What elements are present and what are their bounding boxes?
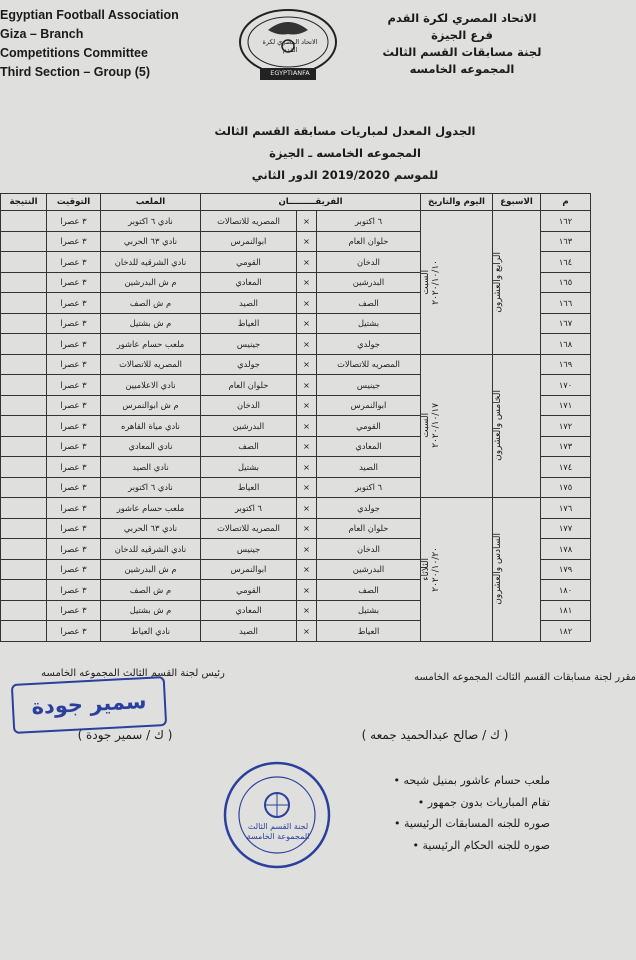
away-team-cell: القومي — [201, 252, 297, 273]
result-cell — [1, 272, 47, 293]
right-signature-name: ( ك / صالح عبدالحميد جمعه ) — [361, 728, 509, 742]
stadium-cell: م ش البدرشين — [101, 272, 201, 293]
header-english — [0, 6, 179, 82]
vs-cell: × — [297, 580, 317, 601]
header-en-line-1: Egyptian Football Association — [0, 8, 179, 22]
vs-cell: × — [297, 539, 317, 560]
home-team-cell: الدخان — [317, 539, 421, 560]
result-cell — [1, 416, 47, 437]
away-team-cell: المصريه للاتصالات — [201, 211, 297, 232]
week-label: الرابع والعشرون — [493, 251, 504, 313]
home-team-cell: البدرشين — [317, 559, 421, 580]
result-cell — [1, 518, 47, 539]
match-number-cell: ١٦٥ — [541, 272, 591, 293]
stadium-cell: م ش الصف — [101, 580, 201, 601]
header-ar-line-4: المجموعه الخامسه — [409, 62, 515, 76]
vs-cell: × — [297, 313, 317, 334]
time-cell: ٣ عصرا — [47, 477, 101, 498]
vs-cell: × — [297, 231, 317, 252]
vs-cell: × — [297, 395, 317, 416]
away-team-cell: ابوالنمرس — [201, 231, 297, 252]
table-row — [1, 354, 591, 375]
signature-stamp: سمير جودة — [11, 676, 167, 734]
result-cell — [1, 477, 47, 498]
home-team-cell: القومي — [317, 416, 421, 437]
time-cell: ٣ عصرا — [47, 539, 101, 560]
match-number-cell: ١٧٠ — [541, 375, 591, 396]
home-team-cell: الصف — [317, 293, 421, 314]
time-cell: ٣ عصرا — [47, 518, 101, 539]
vs-cell: × — [297, 252, 317, 273]
away-team-cell: حلوان العام — [201, 375, 297, 396]
home-team-cell: بشتيل — [317, 313, 421, 334]
stadium-cell: م ش البدرشين — [101, 559, 201, 580]
result-cell — [1, 293, 47, 314]
away-team-cell: العياط — [201, 313, 297, 334]
match-number-cell: ١٦٣ — [541, 231, 591, 252]
result-cell — [1, 395, 47, 416]
home-team-cell: البدرشين — [317, 272, 421, 293]
away-team-cell: الدخان — [201, 395, 297, 416]
match-number-cell: ١٧٢ — [541, 416, 591, 437]
away-team-cell: الصف — [201, 436, 297, 457]
result-cell — [1, 498, 47, 519]
header-en-line-3: Competitions Committee — [0, 46, 148, 60]
match-number-cell: ١٦٦ — [541, 293, 591, 314]
week-label: السادس والعشرون — [493, 533, 504, 606]
result-cell — [1, 313, 47, 334]
home-team-cell: جينيس — [317, 375, 421, 396]
stadium-cell: م ش بشتيل — [101, 313, 201, 334]
time-cell: ٣ عصرا — [47, 293, 101, 314]
week-label: الخامس والعشرون — [493, 390, 504, 462]
vs-cell: × — [297, 477, 317, 498]
header-week: الاسبوع — [493, 194, 541, 211]
match-number-cell: ١٧٧ — [541, 518, 591, 539]
home-team-cell: جولدي — [317, 498, 421, 519]
away-team-cell: جينيس — [201, 539, 297, 560]
week-cell — [493, 498, 541, 642]
match-number-cell: ١٧٤ — [541, 457, 591, 478]
home-team-cell: المعادي — [317, 436, 421, 457]
match-number-cell: ١٧٩ — [541, 559, 591, 580]
time-cell: ٣ عصرا — [47, 354, 101, 375]
notes-list — [394, 770, 550, 856]
note-item: صوره للجنه المسابقات الرئيسية • — [394, 813, 550, 835]
stadium-cell: نادي ٦ اكتوبر — [101, 211, 201, 232]
match-number-cell: ١٦٩ — [541, 354, 591, 375]
home-team-cell: حلوان العام — [317, 518, 421, 539]
result-cell — [1, 457, 47, 478]
result-cell — [1, 375, 47, 396]
stadium-cell: نادي ٦ اكتوبر — [101, 477, 201, 498]
time-cell: ٣ عصرا — [47, 313, 101, 334]
date-label: ٢٠٢٠/١٠/١٠ — [431, 259, 442, 305]
table-header-row — [1, 194, 591, 211]
result-cell — [1, 231, 47, 252]
result-cell — [1, 354, 47, 375]
time-cell: ٣ عصرا — [47, 559, 101, 580]
away-team-cell: جولدي — [201, 354, 297, 375]
header-en-line-4: Third Section – Group (5) — [0, 65, 151, 79]
schedule-table — [0, 193, 591, 642]
away-team-cell: ابوالنمرس — [201, 559, 297, 580]
home-team-cell: ٦ اكتوبر — [317, 477, 421, 498]
result-cell — [1, 580, 47, 601]
title-line-2: المجموعه الخامسه ـ الجيزة — [269, 146, 421, 160]
stadium-cell: ملعب حسام عاشور — [101, 334, 201, 355]
vs-cell: × — [297, 600, 317, 621]
vs-cell: × — [297, 498, 317, 519]
header-ar-line-1: الاتحاد المصري لكرة القدم — [387, 11, 537, 25]
day-date-cell — [421, 498, 493, 642]
time-cell: ٣ عصرا — [47, 211, 101, 232]
header-day-date: اليوم والتاريخ — [421, 194, 493, 211]
away-team-cell: جينيس — [201, 334, 297, 355]
day-date-cell — [421, 211, 493, 355]
result-cell — [1, 621, 47, 642]
time-cell: ٣ عصرا — [47, 436, 101, 457]
result-cell — [1, 436, 47, 457]
vs-cell: × — [297, 272, 317, 293]
result-cell — [1, 211, 47, 232]
time-cell: ٣ عصرا — [47, 416, 101, 437]
match-number-cell: ١٨١ — [541, 600, 591, 621]
table-row — [1, 498, 591, 519]
header-num: م — [541, 194, 591, 211]
vs-cell: × — [297, 457, 317, 478]
vs-cell: × — [297, 354, 317, 375]
header-ar-line-2: فرع الجيزة — [431, 28, 493, 42]
date-label: ٢٠٢٠/١٠/١٧ — [431, 403, 442, 449]
stadium-cell: نادي مياة القاهره — [101, 416, 201, 437]
day-label: السبت — [421, 413, 432, 439]
time-cell: ٣ عصرا — [47, 231, 101, 252]
stadium-cell: ملعب حسام عاشور — [101, 498, 201, 519]
stadium-cell: نادي ٦٣ الحربي — [101, 231, 201, 252]
day-label: الثلاثاء — [421, 557, 432, 581]
result-cell — [1, 600, 47, 621]
home-team-cell: حلوان العام — [317, 231, 421, 252]
match-number-cell: ١٧٥ — [541, 477, 591, 498]
match-number-cell: ١٨٠ — [541, 580, 591, 601]
result-cell — [1, 252, 47, 273]
date-label: ٢٠٢٠/١٠/٢٠ — [431, 546, 442, 592]
vs-cell: × — [297, 559, 317, 580]
week-cell — [493, 354, 541, 498]
time-cell: ٣ عصرا — [47, 272, 101, 293]
away-team-cell: المصريه للاتصالات — [201, 518, 297, 539]
match-number-cell: ١٦٤ — [541, 252, 591, 273]
vs-cell: × — [297, 621, 317, 642]
day-label: السبت — [421, 269, 432, 295]
day-date-cell — [421, 354, 493, 498]
home-team-cell: ٦ اكتوبر — [317, 211, 421, 232]
stadium-cell: نادي الصيد — [101, 457, 201, 478]
home-team-cell: الصيد — [317, 457, 421, 478]
away-team-cell: البدرشين — [201, 416, 297, 437]
time-cell: ٣ عصرا — [47, 334, 101, 355]
vs-cell: × — [297, 293, 317, 314]
stadium-cell: نادي العياط — [101, 621, 201, 642]
note-item: تقام المباريات بدون جمهور • — [394, 792, 550, 814]
table-row — [1, 211, 591, 232]
header-ar-line-3: لجنة مسابقات القسم الثالث — [382, 45, 542, 59]
time-cell: ٣ عصرا — [47, 498, 101, 519]
home-team-cell: الدخان — [317, 252, 421, 273]
stadium-cell: المصريه للاتصالات — [101, 354, 201, 375]
seal-text: لجنة القسم الثالث المجموعة الخامسة — [246, 822, 310, 841]
right-signature-title: مقرر لجنة مسابقات القسم الثالث المجموعه الخامسه — [414, 672, 636, 683]
time-cell: ٣ عصرا — [47, 600, 101, 621]
stadium-cell: نادي الاعلاميين — [101, 375, 201, 396]
header-arabic — [362, 10, 562, 78]
away-team-cell: ٦ اكتوبر — [201, 498, 297, 519]
title-line-3: للموسم 2019/2020 الدور الثاني — [251, 168, 439, 182]
left-signature-name: ( ك / سمير جودة ) — [77, 728, 173, 742]
left-signature-title: رئيس لجنة القسم الثالث المجموعه الخامسه — [41, 668, 225, 679]
vs-cell: × — [297, 436, 317, 457]
vs-cell: × — [297, 334, 317, 355]
logo-caption: EGYPTIANFA — [270, 69, 310, 77]
vs-cell: × — [297, 211, 317, 232]
header-time: التوقيت — [47, 194, 101, 211]
header-en-line-2: Giza – Branch — [0, 27, 84, 41]
header-stadium: الملعب — [101, 194, 201, 211]
vs-cell: × — [297, 416, 317, 437]
stadium-cell: نادي ٦٣ الحربي — [101, 518, 201, 539]
title-line-1: الجدول المعدل لمباريات مسابقة القسم الثالث — [214, 124, 476, 138]
stadium-cell: نادي المعادي — [101, 436, 201, 457]
vs-cell: × — [297, 518, 317, 539]
note-item: صوره للجنه الحكام الرئيسية • — [394, 835, 550, 857]
header-teams: الفريقـــــــــان — [201, 194, 421, 211]
stadium-cell: نادي الشرقيه للدخان — [101, 539, 201, 560]
time-cell: ٣ عصرا — [47, 580, 101, 601]
stadium-cell: م ش الصف — [101, 293, 201, 314]
vs-cell: × — [297, 375, 317, 396]
result-cell — [1, 539, 47, 560]
week-cell — [493, 211, 541, 355]
stadium-cell: م ش ابوالنمرس — [101, 395, 201, 416]
result-cell — [1, 334, 47, 355]
match-number-cell: ١٦٧ — [541, 313, 591, 334]
match-number-cell: ١٦٢ — [541, 211, 591, 232]
match-number-cell: ١٧٨ — [541, 539, 591, 560]
match-number-cell: ١٦٨ — [541, 334, 591, 355]
match-number-cell: ١٧٣ — [541, 436, 591, 457]
match-number-cell: ١٧١ — [541, 395, 591, 416]
time-cell: ٣ عصرا — [47, 375, 101, 396]
stadium-cell: م ش بشتيل — [101, 600, 201, 621]
home-team-cell: جولدي — [317, 334, 421, 355]
time-cell: ٣ عصرا — [47, 457, 101, 478]
stadium-cell: نادي الشرقيه للدخان — [101, 252, 201, 273]
away-team-cell: الصيد — [201, 293, 297, 314]
away-team-cell: القومي — [201, 580, 297, 601]
home-team-cell: العياط — [317, 621, 421, 642]
header-result: النتيجة — [1, 194, 47, 211]
time-cell: ٣ عصرا — [47, 395, 101, 416]
home-team-cell: بشتيل — [317, 600, 421, 621]
home-team-cell: الصف — [317, 580, 421, 601]
away-team-cell: بشتيل — [201, 457, 297, 478]
match-number-cell: ١٧٦ — [541, 498, 591, 519]
match-number-cell: ١٨٢ — [541, 621, 591, 642]
time-cell: ٣ عصرا — [47, 621, 101, 642]
away-team-cell: المعادي — [201, 272, 297, 293]
away-team-cell: العياط — [201, 477, 297, 498]
home-team-cell: ابوالنمرس — [317, 395, 421, 416]
note-item: ملعب حسام عاشور بمنيل شيحه • — [394, 770, 550, 792]
committee-seal — [222, 760, 332, 870]
result-cell — [1, 559, 47, 580]
away-team-cell: المعادي — [201, 600, 297, 621]
home-team-cell: المصريه للاتصالات — [317, 354, 421, 375]
logo-arabic-text: الاتحاد المصري لكرة القدم — [262, 38, 318, 54]
away-team-cell: الصيد — [201, 621, 297, 642]
time-cell: ٣ عصرا — [47, 252, 101, 273]
